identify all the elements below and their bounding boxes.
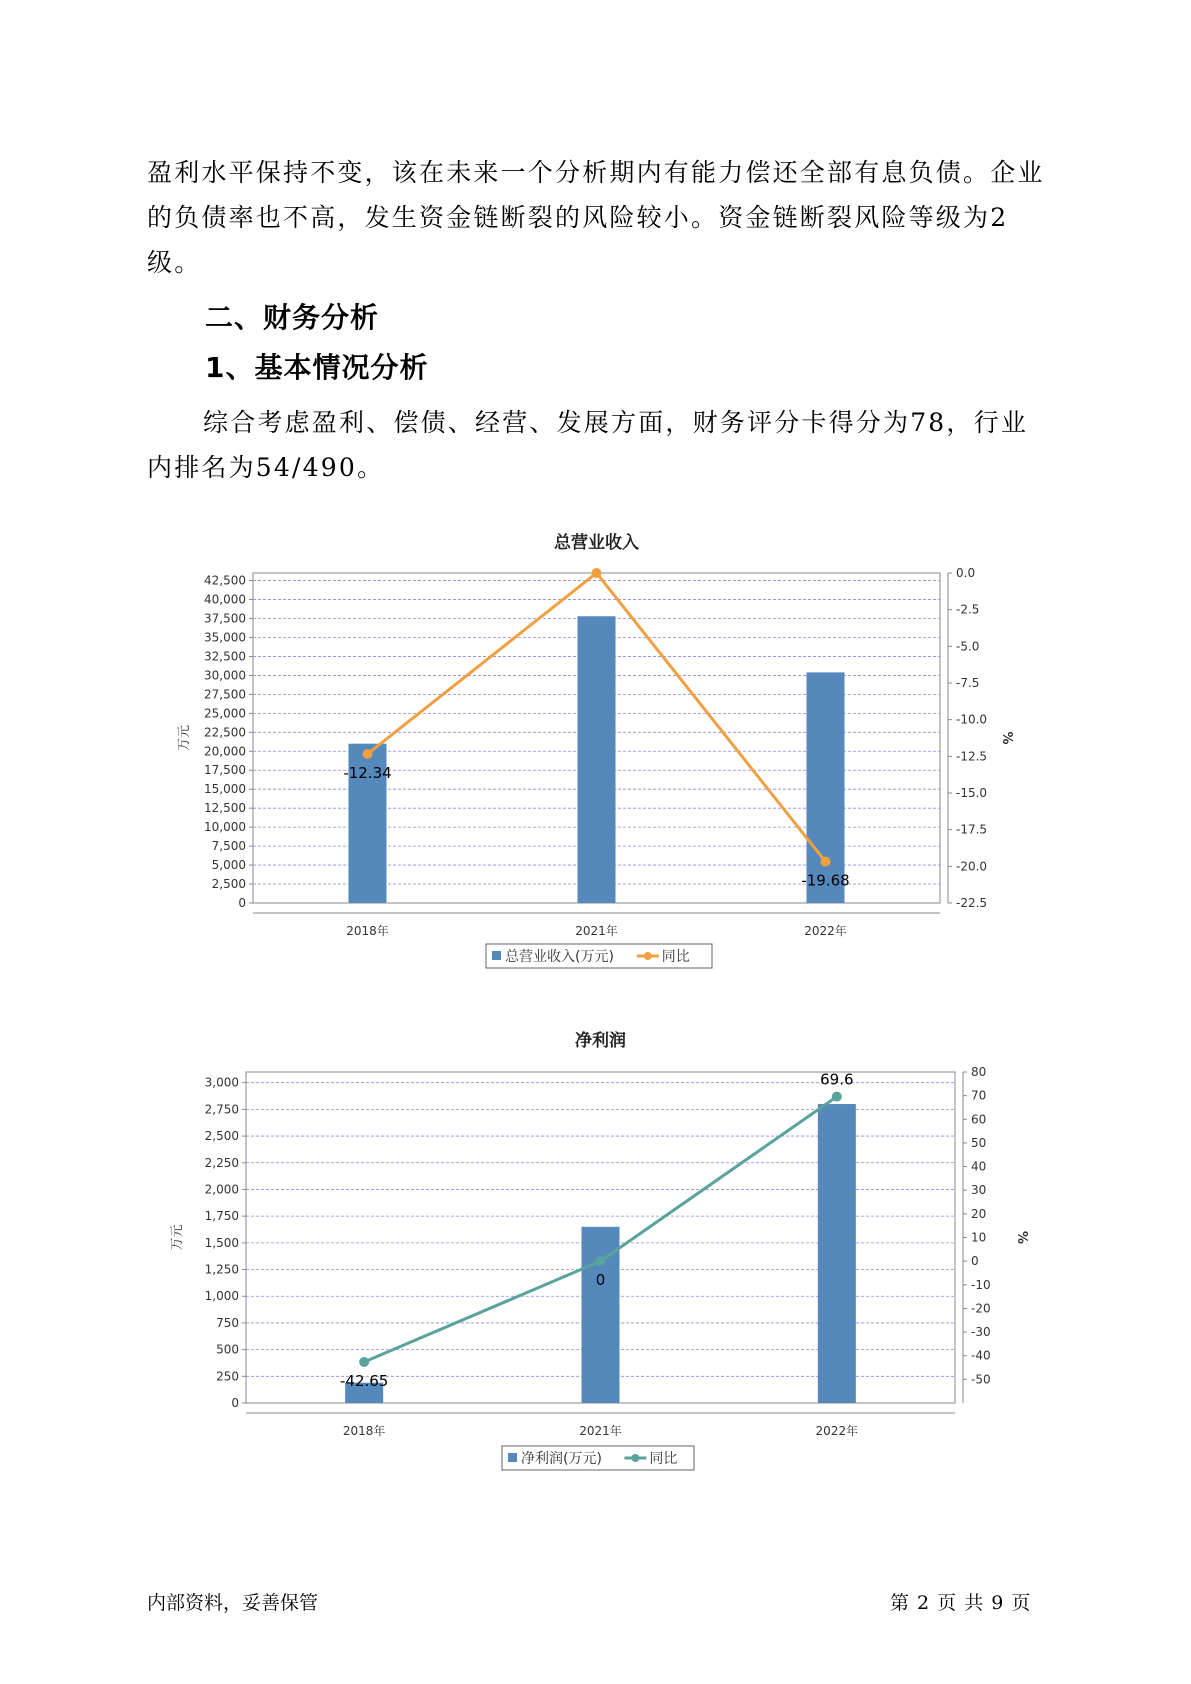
y-axis-label: 万元: [177, 724, 192, 752]
chart-title: 总营业收入: [554, 533, 639, 553]
y2-tick-label: 40: [971, 1159, 987, 1174]
y2-tick-label: -7.5: [956, 676, 980, 690]
y2-tick-label: -15.0: [956, 786, 988, 800]
y2-tick-label: 0: [971, 1254, 979, 1269]
subsection-heading: 1、基本情况分析: [205, 351, 429, 384]
y2-tick-label: -22.5: [956, 896, 988, 910]
y2-tick-label: 20: [971, 1206, 987, 1221]
y2-tick-label: -10: [971, 1277, 991, 1292]
data-label: -42.65: [339, 1371, 389, 1390]
y-tick-label: 2,500: [204, 1129, 239, 1144]
y-tick-label: 20,000: [204, 744, 246, 759]
x-tick-label: 2022年: [804, 924, 847, 938]
y2-tick-label: -40: [971, 1348, 991, 1363]
y-tick-label: 0: [238, 896, 246, 910]
y-tick-label: 10,000: [204, 820, 246, 835]
y-tick-label: 17,500: [204, 763, 246, 778]
line-point: [596, 1256, 606, 1266]
footer-confidential: 内部资料，妥善保管: [147, 1592, 319, 1614]
y-tick-label: 7,500: [211, 839, 246, 854]
y-tick-label: 0: [231, 1396, 239, 1410]
y2-tick-label: 80: [971, 1065, 987, 1079]
y-tick-label: 5,000: [211, 858, 246, 873]
legend-bar-swatch: [508, 1453, 517, 1462]
y2-tick-label: -20.0: [956, 859, 988, 874]
legend-point-swatch: [631, 1454, 639, 1462]
y2-tick-label: -30: [971, 1325, 991, 1340]
y-tick-label: 37,500: [204, 611, 246, 626]
legend-label: 同比: [649, 1451, 678, 1467]
x-tick-label: 2018年: [342, 1424, 386, 1438]
line-point: [832, 1092, 842, 1102]
y2-tick-label: 50: [971, 1135, 987, 1150]
y-tick-label: 3,000: [204, 1075, 239, 1090]
y-tick-label: 40,000: [204, 592, 246, 607]
y-tick-label: 27,500: [204, 687, 246, 702]
y-tick-label: 22,500: [204, 725, 246, 740]
body-paragraph-2: 综合考虑盈利、偿债、经营、发展方面，财务评分卡得分为78，行业内排名为54/490。: [147, 408, 1029, 482]
y2-tick-label: -12.5: [956, 749, 988, 764]
y-tick-label: 2,250: [204, 1155, 239, 1170]
line-point: [359, 1357, 369, 1367]
y2-tick-label: -2.5: [956, 602, 980, 617]
y-tick-label: 250: [216, 1369, 239, 1384]
footer-page-number: 第 2 页 共 9 页: [890, 1592, 1032, 1614]
y2-tick-label: 70: [971, 1088, 987, 1103]
y-tick-label: 1,500: [204, 1235, 239, 1250]
data-label: -19.68: [801, 871, 850, 890]
y-tick-label: 15,000: [204, 782, 246, 797]
legend-label: 同比: [661, 949, 690, 965]
chart-title: 净利润: [575, 1031, 626, 1051]
y-tick-label: 12,500: [204, 801, 246, 816]
y2-tick-label: -17.5: [956, 822, 988, 837]
legend-label: 净利润(万元): [521, 1451, 602, 1467]
x-tick-label: 2021年: [579, 1424, 622, 1438]
y-tick-label: 42,500: [204, 573, 246, 588]
y2-tick-label: 60: [971, 1112, 987, 1127]
y-tick-label: 35,000: [204, 630, 246, 645]
y-tick-label: 2,500: [211, 877, 246, 892]
y-tick-label: 2,000: [204, 1182, 239, 1197]
x-tick-label: 2021年: [575, 924, 618, 938]
y-tick-label: 750: [216, 1315, 239, 1330]
bar: [818, 1104, 856, 1403]
y-axis-label: 万元: [170, 1224, 185, 1251]
data-label: 0: [595, 1271, 606, 1290]
y2-tick-label: -20: [971, 1301, 991, 1316]
body-paragraph-1: 盈利水平保持不变，该在未来一个分析期内有能力偿还全部有息负债。企业的负债率也不高，发生资金链断裂的风险较小。资金链断裂风险等级为2级。: [147, 158, 1045, 277]
y2-tick-label: 30: [971, 1183, 987, 1198]
x-tick-label: 2022年: [815, 1424, 859, 1438]
y-tick-label: 2,750: [204, 1102, 239, 1117]
data-label: 69.6: [820, 1070, 854, 1089]
legend-label: 总营业收入(万元): [505, 949, 614, 965]
y2-tick-label: 10: [971, 1230, 987, 1245]
y2-tick-label: 0.0: [956, 566, 976, 580]
y-tick-label: 30,000: [204, 668, 246, 683]
y-tick-label: 1,750: [204, 1209, 239, 1224]
data-label: -12.34: [343, 763, 392, 782]
x-tick-label: 2018年: [346, 924, 389, 938]
y-tick-label: 1,000: [204, 1289, 239, 1304]
y-tick-label: 1,250: [204, 1262, 239, 1277]
y2-tick-label: -10.0: [956, 712, 988, 727]
section-heading: 二、财务分析: [205, 301, 380, 334]
y2-axis-label: %: [999, 731, 1014, 745]
y-tick-label: 32,500: [204, 649, 246, 664]
y2-tick-label: -5.0: [956, 639, 980, 654]
y2-axis-label: %: [1014, 1230, 1029, 1245]
y-tick-label: 500: [216, 1342, 239, 1357]
y2-tick-label: -50: [971, 1372, 991, 1387]
y-tick-label: 25,000: [204, 706, 246, 721]
